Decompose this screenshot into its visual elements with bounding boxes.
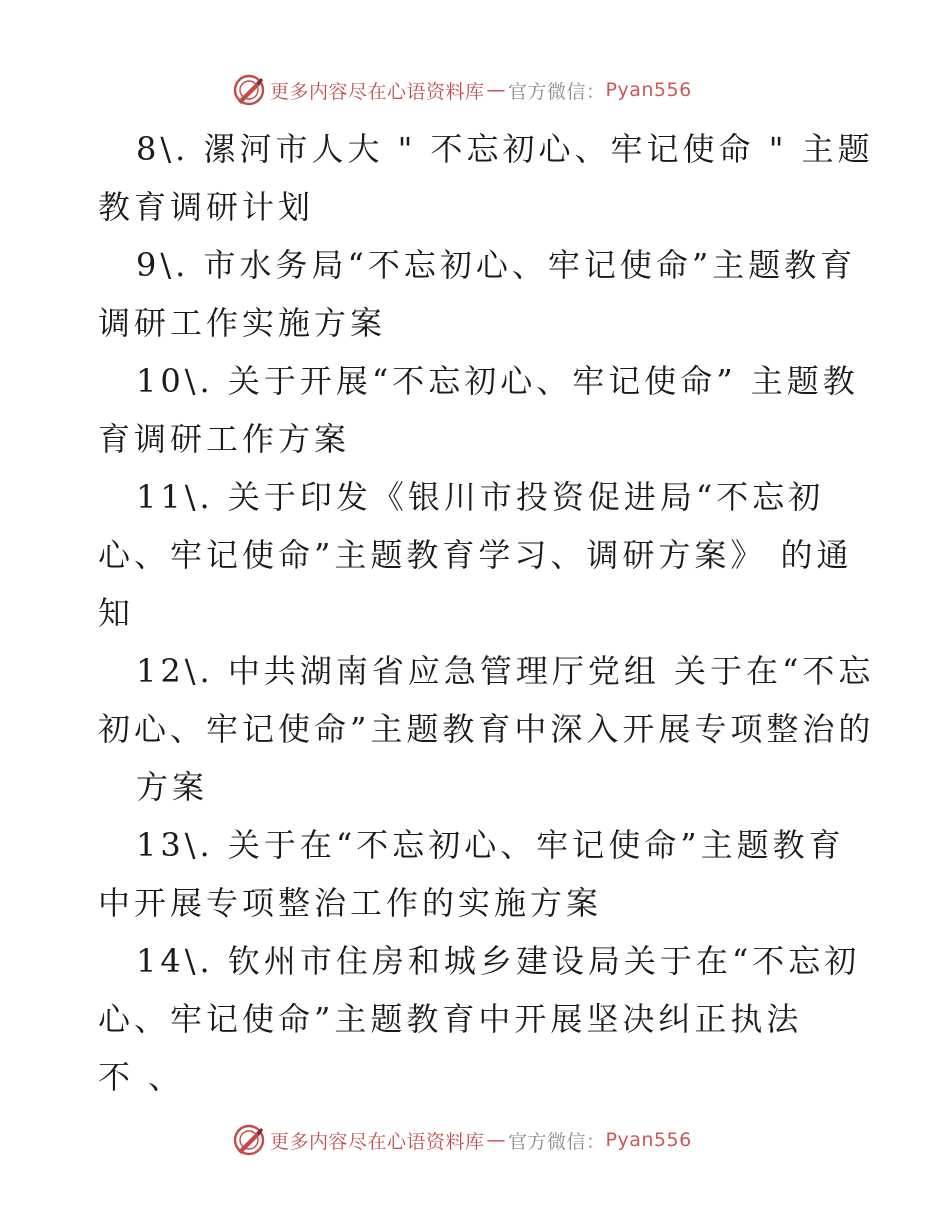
text-line: 13\. 关于在“不忘初心、牢记使命”主题教育 xyxy=(136,826,845,864)
text-line: 8\. 漯河市人大 " 不忘初心、牢记使命 " 主题 xyxy=(136,130,874,168)
text-line: 心、牢记使命”主题教育中开展坚决纠正执法 xyxy=(98,1000,803,1038)
watermark-text: 更多内容尽在心语资料库 xyxy=(270,1130,485,1153)
footer-watermark xyxy=(232,1122,692,1158)
text-line: 初心、牢记使命”主题教育中深入开展专项整治的 xyxy=(98,710,875,748)
header-watermark xyxy=(232,72,692,108)
text-line: 12\. 中共湖南省应急管理厅党组 关于在“不忘 xyxy=(136,652,875,690)
text-line: 不 、 xyxy=(98,1058,185,1096)
text-line: 中开展专项整治工作的实施方案 xyxy=(98,884,603,922)
text-line: 11\. 关于印发《银川市投资促进局“不忘初 xyxy=(136,478,825,516)
text-line: 调研工作实施方案 xyxy=(98,304,387,342)
text-line: 育调研工作方案 xyxy=(98,420,351,458)
text-line: 10\. 关于开展“不忘初心、牢记使命” 主题教 xyxy=(136,362,859,400)
document-body xyxy=(98,120,875,1106)
text-line: 心、牢记使命”主题教育学习、调研方案》 的通 xyxy=(98,536,853,574)
watermark-dash: — xyxy=(486,1129,507,1151)
watermark-official-label: 官方微信： xyxy=(508,80,606,103)
pen-logo-icon xyxy=(232,73,266,107)
text-line: 知 xyxy=(98,594,135,632)
watermark-text: 更多内容尽在心语资料库 xyxy=(270,80,485,103)
text-line: 14\. 钦州市住房和城乡建设局关于在“不忘初 xyxy=(136,942,861,980)
text-line: 教育调研计划 xyxy=(98,188,315,226)
watermark-wechat-id: Pyan556 xyxy=(605,79,692,101)
text-line: 方案 xyxy=(136,768,209,806)
watermark-official-label: 官方微信： xyxy=(508,1130,606,1153)
pen-logo-icon xyxy=(232,1123,266,1157)
watermark-wechat-id: Pyan556 xyxy=(605,1129,692,1151)
text-line: 9\. 市水务局“不忘初心、牢记使命”主题教育 xyxy=(136,246,857,284)
watermark-dash: — xyxy=(486,79,507,101)
